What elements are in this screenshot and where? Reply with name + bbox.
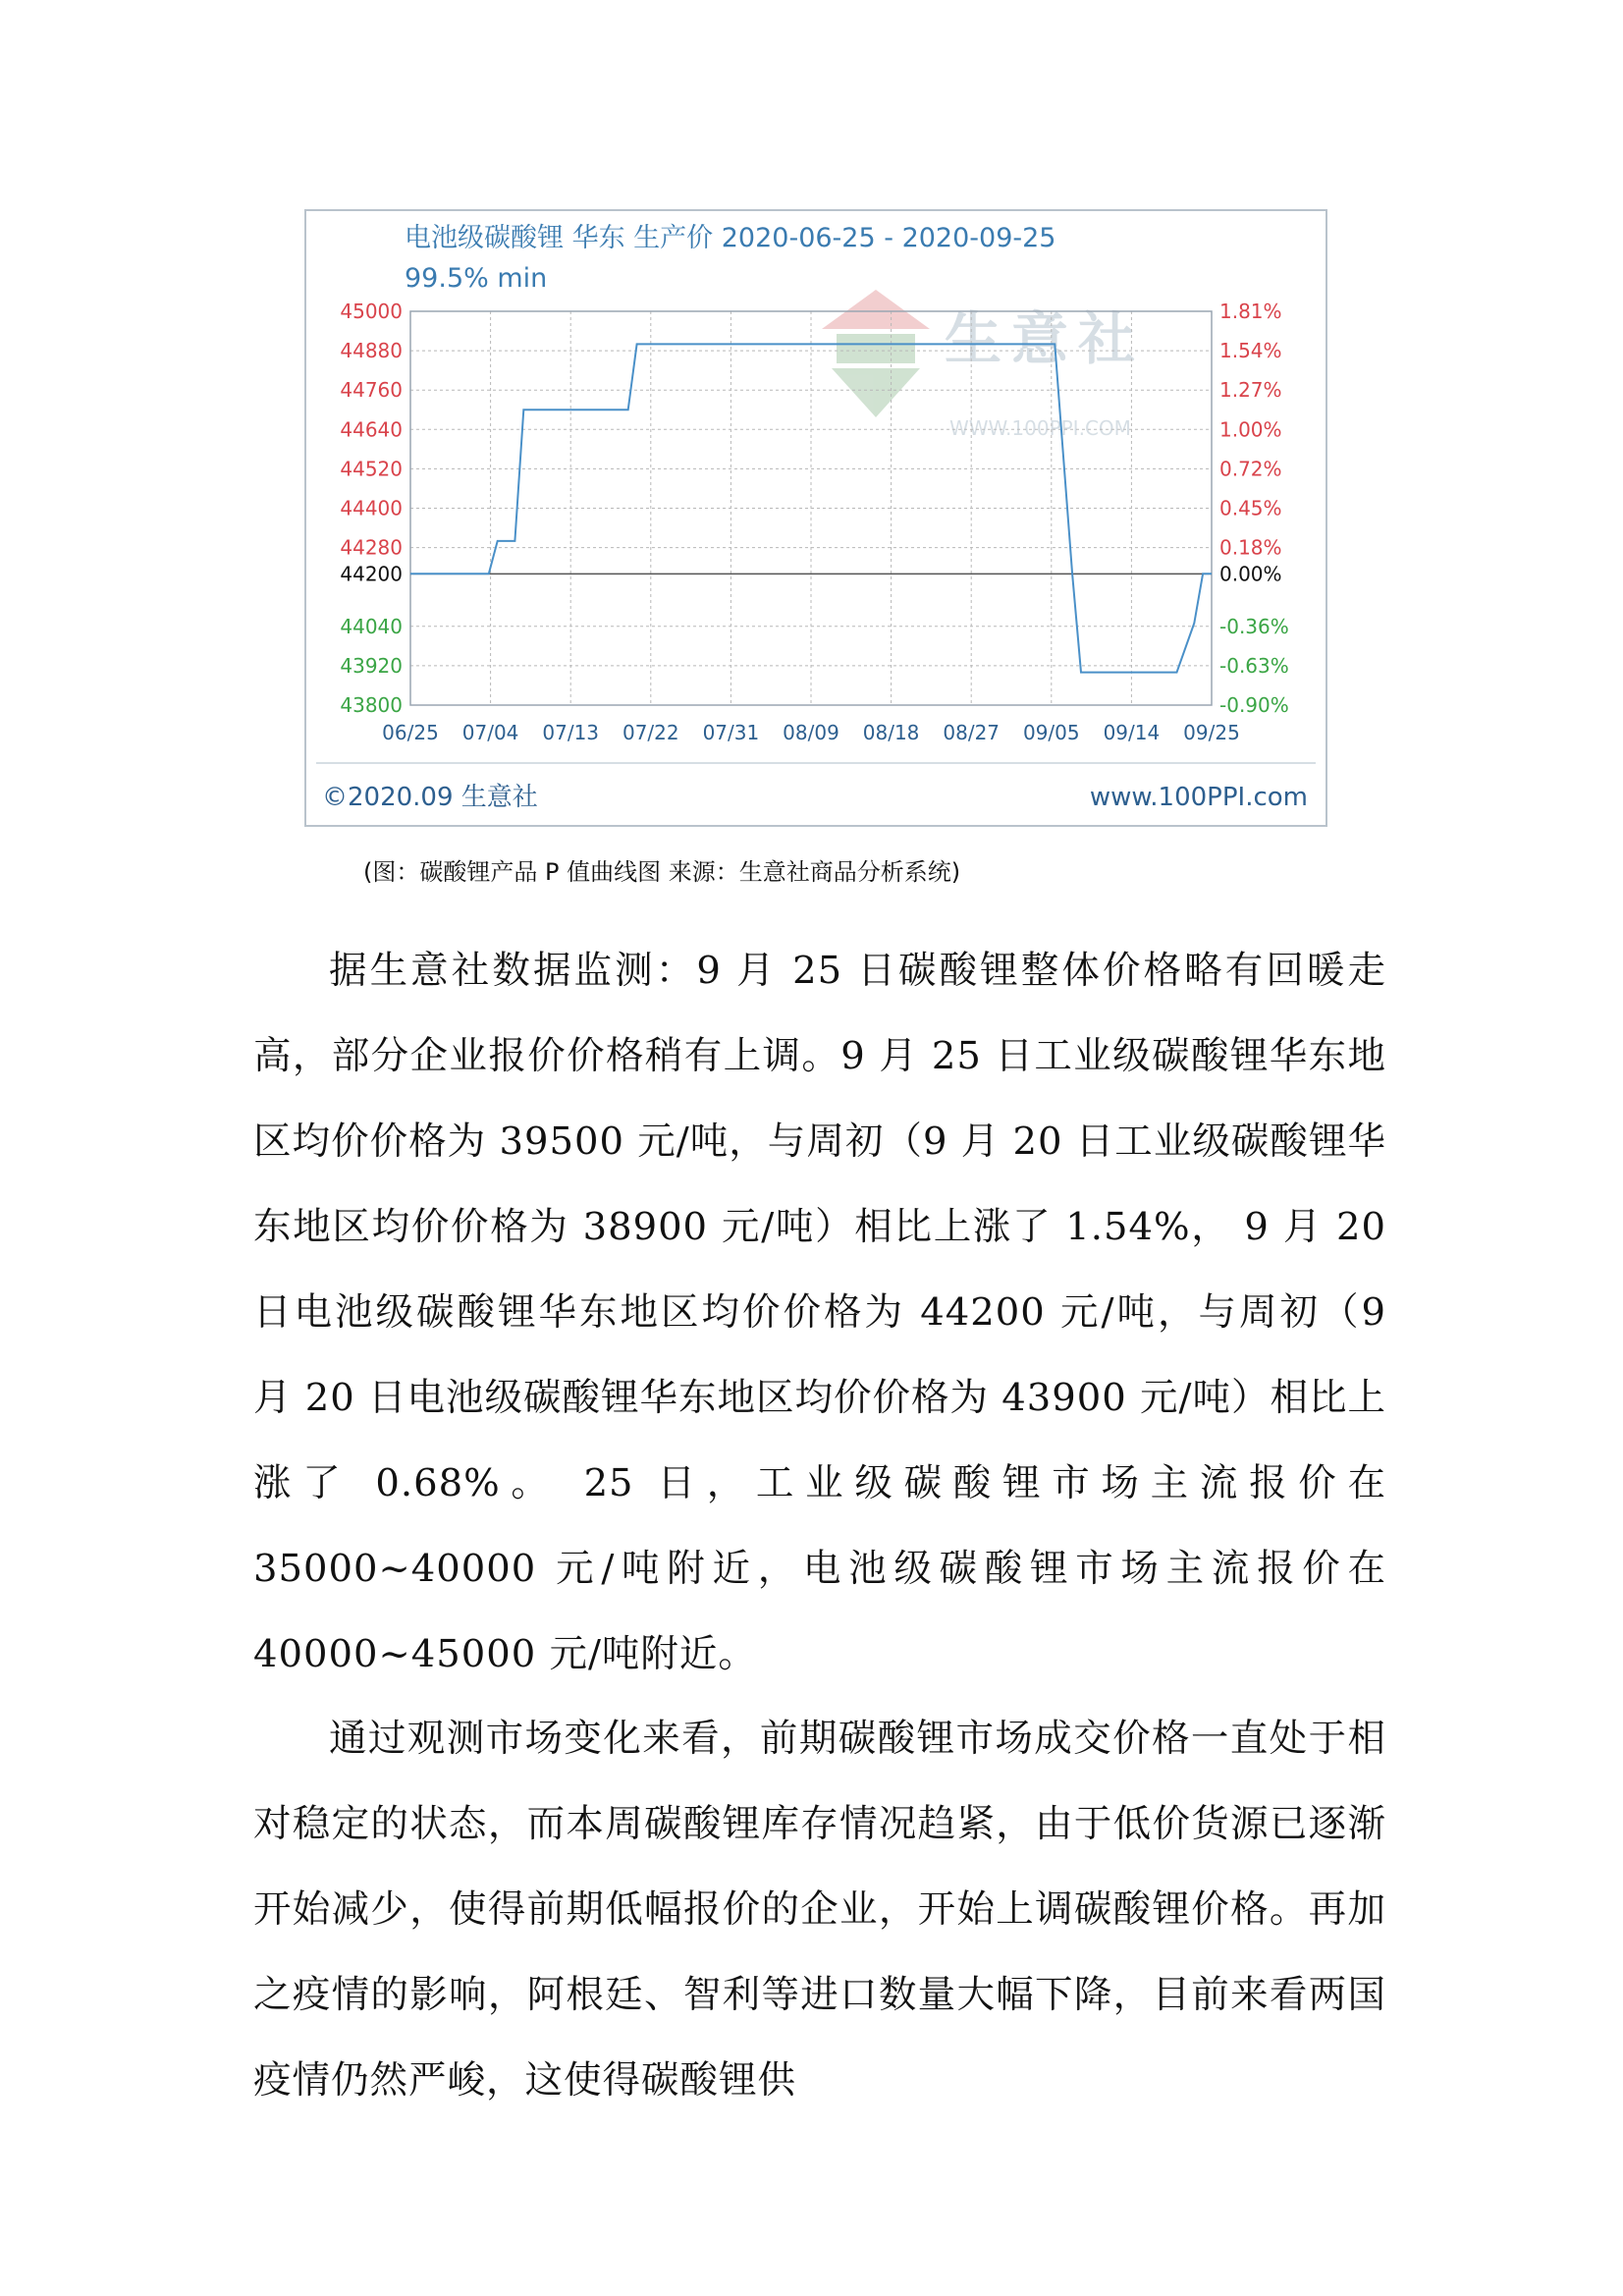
- y-right-tick-label: 1.81%: [1219, 300, 1282, 323]
- y-left-tick-label: 43920: [340, 653, 403, 678]
- x-tick-label: 09/14: [1103, 721, 1161, 744]
- paragraph-1: 据生意社数据监测：9 月 25 日碳酸锂整体价格略有回暖走高，部分企业报价价格稍有上调。9 月 25 日工业级碳酸锂华东地区均价价格为 39500 元/吨，与周初（9 月 20 日工业级碳酸锂华东地区均价价格为 38900 元/吨）相比上涨了 1.54%， 9 月 20 日电池级碳酸锂华东地区均价价格为 44200 元/吨，与周初（9 月 20 日电池级碳酸锂华东地区均价价格为 43900 元/吨）相比上涨了 0.68%。 25 日，工业级碳酸锂市场主流报价在 35000~40000 元/吨附近，电池级碳酸锂市场主流报价在 40000~45000 元/吨附近。: [253, 949, 1386, 1676]
- y-right-tick-label: 0.00%: [1219, 562, 1282, 586]
- paragraph-2: 通过观测市场变化来看，前期碳酸锂市场成交价格一直处于相对稳定的状态，而本周碳酸锂库存情况趋紧，由于低价货源已逐渐开始减少，使得前期低幅报价的企业，开始上调碳酸锂价格。再加之疫情的影响，阿根廷、智利等进口数量大幅下降，目前来看两国疫情仍然严峻，这使得碳酸锂供: [253, 1717, 1386, 2103]
- x-tick-label: 08/18: [862, 721, 920, 744]
- x-tick-label: 06/25: [382, 721, 439, 744]
- x-tick-label: 07/22: [622, 721, 679, 744]
- y-right-tick-label: -0.63%: [1219, 653, 1289, 678]
- chart-subtitle: 99.5% min: [405, 263, 548, 294]
- y-left-tick-label: 44280: [340, 535, 403, 560]
- y-left-tick-label: 45000: [340, 300, 403, 323]
- x-ticks: [382, 721, 1240, 744]
- y-right-tick-label: -0.36%: [1219, 614, 1289, 638]
- watermark-url: WWW.100PPI.COM: [949, 416, 1131, 440]
- x-tick-label: 07/04: [461, 721, 519, 744]
- x-tick-label: 07/31: [702, 721, 760, 744]
- y-right-tick-label: 0.72%: [1219, 457, 1282, 481]
- chart-footer-left: ©2020.09 生意社: [322, 783, 538, 812]
- y-left-tick-label: 43800: [340, 693, 403, 717]
- y-right-tick-label: 1.27%: [1219, 378, 1282, 403]
- watermark-logo: [822, 290, 1145, 440]
- y-left-tick-label: 44040: [340, 614, 403, 638]
- y-right-tick-label: 1.00%: [1219, 417, 1282, 442]
- x-tick-label: 08/09: [783, 721, 839, 744]
- chart-title: 电池级碳酸锂 华东 生产价 2020-06-25 - 2020-09-25: [405, 223, 1056, 253]
- y-right-tick-label: 1.54%: [1219, 339, 1282, 363]
- y-right-tick-label: -0.90%: [1219, 693, 1289, 717]
- y-right-ticks: [1219, 300, 1289, 717]
- chart-footer-right: www.100PPI.com: [1089, 783, 1308, 812]
- x-tick-label: 08/27: [943, 721, 1001, 744]
- figure-caption: (图：碳酸锂产品 P 值曲线图 来源：生意社商品分析系统): [363, 858, 961, 886]
- y-left-tick-label: 44640: [340, 417, 403, 442]
- price-chart: [304, 209, 1327, 827]
- y-right-tick-label: 0.18%: [1219, 535, 1282, 560]
- x-tick-label: 09/25: [1183, 721, 1240, 744]
- y-left-tick-label: 44520: [340, 457, 403, 481]
- x-tick-label: 09/05: [1022, 721, 1080, 744]
- chart-svg: [306, 211, 1325, 825]
- y-left-ticks: [340, 300, 403, 717]
- x-tick-label: 07/13: [542, 721, 600, 744]
- y-left-tick-label: 44200: [340, 562, 403, 586]
- y-left-tick-label: 44760: [340, 378, 403, 403]
- y-right-tick-label: 0.45%: [1219, 496, 1282, 520]
- y-left-tick-label: 44400: [340, 496, 403, 520]
- watermark-text: 生意社: [945, 305, 1146, 372]
- y-left-tick-label: 44880: [340, 339, 403, 363]
